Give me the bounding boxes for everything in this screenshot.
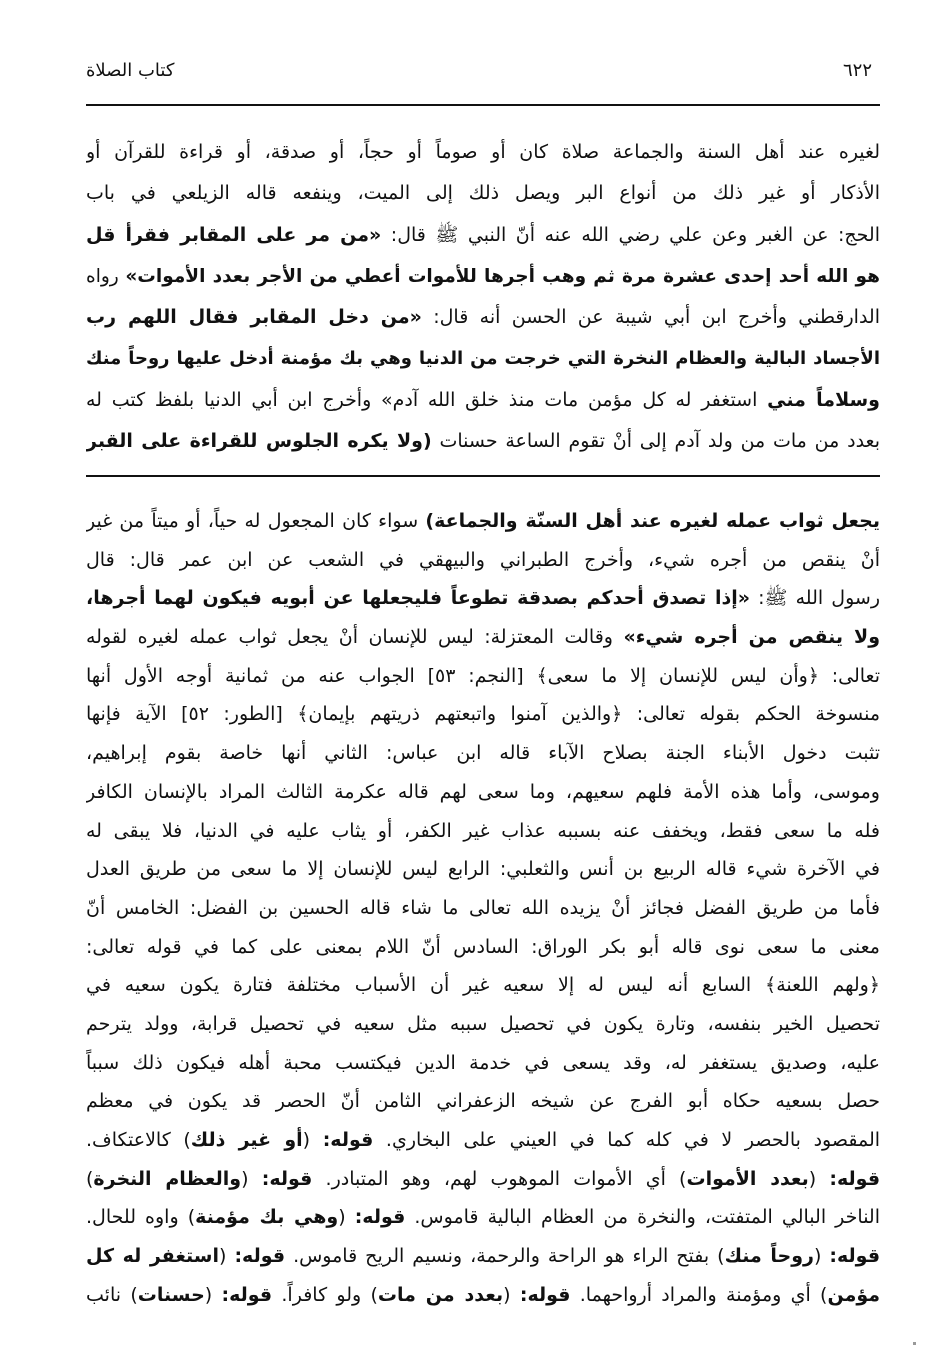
- text-line: [86, 579, 880, 618]
- text-line: [86, 338, 880, 379]
- text-segment: تثبت دخول الأبناء الجنة بصلاح الآباء قاله ابن عباس: الثاني أنها خاصة بقوم إبراهيم،: [86, 742, 880, 765]
- bold-text-segment: مؤمن: [827, 1283, 880, 1306]
- header-rule: [86, 104, 880, 106]
- chapter-title: كتاب الصلاة: [86, 60, 175, 81]
- text-line: [86, 966, 880, 1005]
- text-segment: ) أي الأموات الموهوب لهم، وهو المتبادر.: [312, 1167, 687, 1190]
- bold-text-segment: (ولا يكره الجلوس للقراءة على القبر: [86, 430, 432, 453]
- text-segment: استغفر له كل مؤمن مات منذ خلق الله آدم» وأخرج ابن أبي الدنيا بلفظ كتب له: [86, 388, 768, 411]
- running-header: [86, 60, 880, 90]
- text-segment: ) نائب: [86, 1283, 138, 1306]
- text-line: [86, 1044, 880, 1083]
- text-line: [86, 889, 880, 928]
- text-segment: تحصيل الخير بنفسه، وتارة يكون في تحصيل سببه مثل سعيه في تحصيل قرابة، وولد يترحم: [86, 1012, 880, 1035]
- text-segment: (: [241, 1167, 262, 1190]
- text-segment: الناخر البالي المتفتت، والنخرة من العظام البالية قاموس.: [405, 1206, 880, 1229]
- text-segment: عليه، وصديق يستغفر له، وقد يسعى في خدمة الدين فيكتسب محبة أهله فيكون ذلك سبباً: [86, 1051, 880, 1074]
- text-line: [86, 502, 880, 541]
- text-segment: أنْ ينقص من أجره شيء، وأخرج الطبراني والبيهقي في الشعب عن ابن عمر قال: قال: [86, 548, 880, 571]
- text-line: [86, 421, 880, 462]
- text-segment: الحج: عن الغبر وعن علي رضي الله عنه أنّ النبي ﷺ قال:: [381, 223, 880, 246]
- bold-text-segment: «من مر على المقابر فقرأ قل: [86, 223, 382, 246]
- text-line: [86, 173, 880, 214]
- text-segment: (: [204, 1283, 222, 1306]
- text-segment: في الآخرة شيء قاله الربيع بن أنس والثعلبي: الرابع ليس للإنسان إلا ما سعى من طريق العدل: [86, 858, 880, 881]
- text-line: [86, 618, 880, 657]
- text-segment: تعالى: ﴿وأن ليس للإنسان إلا ما سعى﴾ [النجم: ٥٣] الجواب عنه من ثمانية أوجه الأول أنها: [86, 664, 880, 687]
- bold-text-segment: حسنات: [137, 1283, 205, 1306]
- text-segment: رواه: [86, 265, 126, 287]
- scan-speck: [913, 1342, 916, 1345]
- text-line: [86, 132, 880, 173]
- bold-text-segment: استغفر له كل: [86, 1245, 220, 1268]
- bold-text-segment: بعدد من مات: [377, 1283, 504, 1306]
- bold-text-segment: «من دخل المقابر فقال اللهم رب: [86, 306, 422, 329]
- text-line: [86, 297, 880, 338]
- text-line: [86, 1005, 880, 1044]
- text-line: [86, 850, 880, 889]
- text-line: [86, 1082, 880, 1121]
- text-segment: ) أي ومؤمنة والمراد أرواحهما.: [570, 1283, 828, 1306]
- bold-text-segment: قوله:: [322, 1129, 374, 1151]
- bold-text-segment: قوله:: [829, 1167, 880, 1190]
- bold-text-segment: قوله:: [354, 1206, 406, 1229]
- commentary-text: [86, 502, 880, 1314]
- text-segment: معنى ما سعى نوى قاله أبو بكر الوراق: السادس أنّ اللام بمعنى على كما في قوله تعالى:: [86, 935, 880, 958]
- text-segment: ): [86, 1167, 94, 1190]
- page-number: ٦٢٢: [842, 60, 872, 81]
- text-segment: ) واوه للحال.: [86, 1206, 196, 1229]
- bold-text-segment: قوله:: [261, 1167, 313, 1190]
- text-segment: (: [219, 1245, 235, 1268]
- text-segment: (: [302, 1129, 323, 1151]
- bold-text-segment: قوله:: [221, 1283, 273, 1306]
- text-line: [86, 1198, 880, 1237]
- bold-text-segment: الأجساد البالية والعظام النخرة التي خرجت من الدنيا وهي بك مؤمنة أدخل عليها روحاً منك: [86, 348, 880, 370]
- text-line: [86, 812, 880, 851]
- bold-text-segment: قوله:: [234, 1245, 286, 1268]
- text-segment: سواء كان المجعول له حياً، أو ميتاً من غير: [86, 510, 426, 532]
- text-segment: منسوخة الحكم بقوله تعالى: ﴿والذين آمنوا واتبعتهم ذريتهم بإيمان﴾ [الطور: ٥٢] الآية فإنها: [86, 703, 880, 726]
- text-line: [86, 1237, 880, 1276]
- text-line: [86, 928, 880, 967]
- text-line: [86, 734, 880, 773]
- main-text: [86, 132, 880, 462]
- bold-text-segment: يجعل ثواب عمله لغيره عند أهل السنّة والجماعة): [425, 510, 880, 532]
- text-line: [86, 541, 880, 580]
- text-segment: (: [808, 1167, 830, 1190]
- bold-text-segment: بعدد الأموات: [686, 1167, 809, 1190]
- text-segment: بعدد من مات من ولد آدم إلى أنْ تقوم الساعة حسنات: [431, 430, 880, 453]
- text-segment: (: [338, 1206, 355, 1229]
- bold-text-segment: وهي بك مؤمنة: [195, 1206, 339, 1229]
- text-segment: فله ما سعى فقط، ويخفف عنه بسببه عذاب غير الكفر، أو يثاب عليه في الدنيا، فلا يبقى له: [86, 819, 880, 842]
- bold-text-segment: قوله:: [829, 1245, 880, 1268]
- bold-text-segment: روحاً منك: [724, 1245, 814, 1268]
- text-segment: رسول الله ﷺ:: [750, 587, 880, 610]
- text-segment: (: [503, 1283, 520, 1306]
- text-segment: ) ولو كافراً.: [272, 1283, 378, 1306]
- bold-text-segment: والعظام النخرة: [93, 1167, 242, 1190]
- text-segment: الدارقطني وأخرج ابن أبي شيبة عن الحسن أنه قال:: [421, 306, 880, 329]
- bold-text-segment: هو الله أحد إحدى عشرة مرة ثم وهب أجرها للأموات أعطي من الأجر بعدد الأموات»: [125, 265, 880, 287]
- bold-text-segment: قوله:: [519, 1283, 571, 1306]
- text-segment: حصل بسعيه حكاه أبو الفرج عن شيخه الزعفراني الثامن أنّ الحصر قد يكون في معظم: [86, 1090, 880, 1113]
- text-segment: الأذكار أو غير ذلك من أنواع البر ويصل ذلك إلى الميت، وينفعه قاله الزيلعي في باب: [86, 182, 880, 205]
- bold-text-segment: ولا ينقص من أجره شيء»: [623, 626, 880, 649]
- footnote-separator: [86, 475, 880, 477]
- text-segment: وموسى، وأما هذه الأمة فلهم سعيهم، وما سعى لهم قاله عكرمة الثالث المراد بالإنسان الكافر: [86, 780, 880, 803]
- text-line: [86, 256, 880, 297]
- text-segment: ﴿ولهم اللعنة﴾ السابع أنه ليس له إلا سعيه غير أن الأسباب مختلفة فتارة يكون سعيه في: [86, 974, 880, 997]
- text-segment: ) بفتح الراء هو الراحة والرحمة، ونسيم الريح قاموس.: [285, 1245, 725, 1268]
- text-line: [86, 657, 880, 696]
- bold-text-segment: أو غير ذلك: [190, 1129, 303, 1151]
- text-line: [86, 1160, 880, 1199]
- text-segment: المقصود بالحصر لا في كله كما في العيني على البخاري.: [373, 1129, 880, 1151]
- text-line: [86, 215, 880, 256]
- text-line: [86, 380, 880, 421]
- bold-text-segment: وسلاماً مني: [767, 388, 880, 411]
- text-segment: فأما من طريق الفضل فجائز أنْ يزيده الله تعالى ما شاء قاله الحسين بن الفضل: الخامس أنّ: [86, 896, 880, 919]
- text-line: [86, 695, 880, 734]
- text-segment: وقالت المعتزلة: ليس للإنسان أنْ يجعل ثواب عمله لغيره لقوله: [86, 626, 624, 649]
- text-segment: ) كالاعتكاف.: [86, 1129, 191, 1151]
- text-line: [86, 1276, 880, 1315]
- bold-text-segment: «إذا تصدق أحدكم بصدقة تطوعاً فليجعلها عن أبويه فيكون لهما أجرها،: [86, 587, 751, 610]
- text-segment: (: [813, 1245, 830, 1268]
- text-segment: لغيره عند أهل السنة والجماعة صلاة كان أو صوماً أو حجاً، أو صدقة، أو قراءة للقرآن أو: [86, 141, 880, 163]
- text-line: [86, 1121, 880, 1160]
- text-line: [86, 773, 880, 812]
